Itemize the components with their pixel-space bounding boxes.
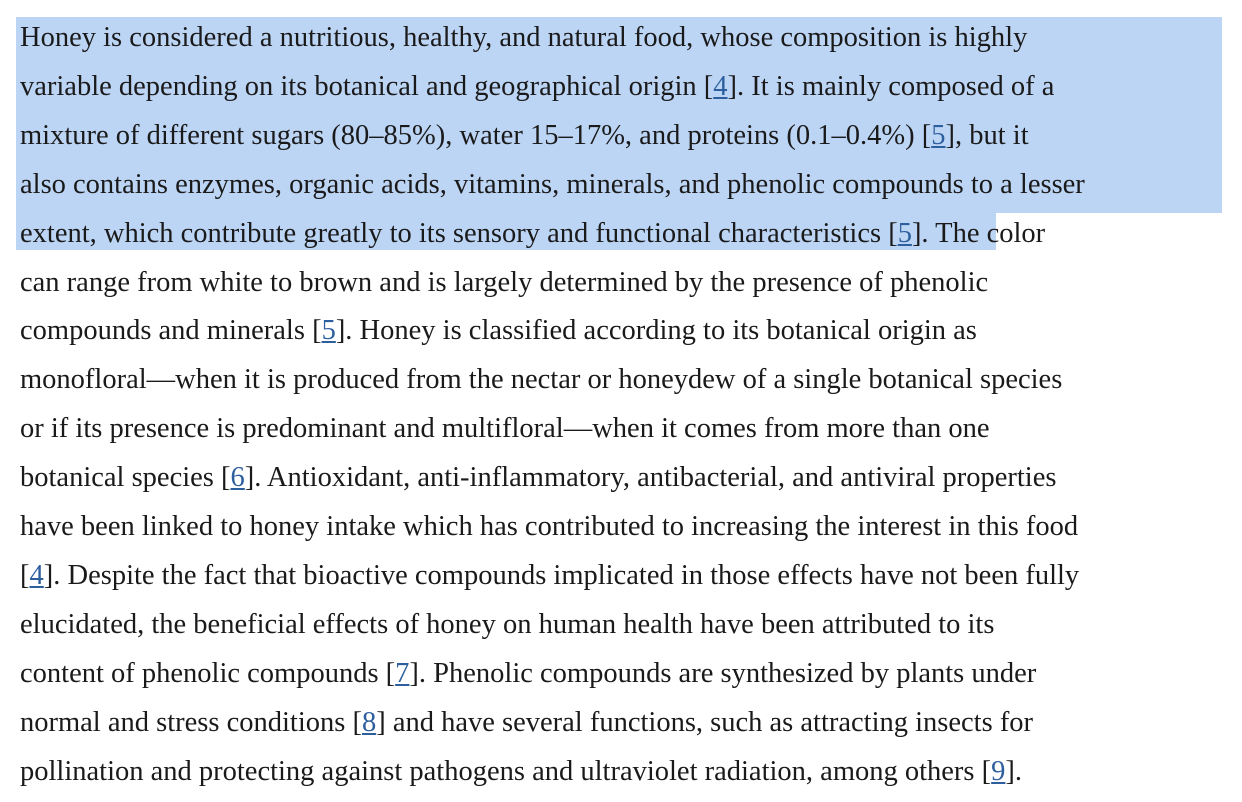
text-line bbox=[20, 557, 1079, 606]
text-segment: ]. bbox=[1005, 755, 1023, 787]
text-segment: ]. Despite the fact that bioactive compounds implicated in those effects have not been fully bbox=[43, 559, 1080, 591]
citation-link[interactable]: 4 bbox=[713, 70, 728, 102]
text-segment: ]. Phenolic compounds are synthesized by plants under bbox=[409, 657, 1037, 689]
text-segment: or if its presence is predominant and multifloral—when it comes from more than one bbox=[20, 413, 990, 445]
text-line bbox=[20, 508, 1078, 557]
citation-link[interactable]: 5 bbox=[321, 315, 336, 347]
text-line bbox=[20, 312, 977, 361]
text-line bbox=[20, 166, 1085, 215]
text-segment: mixture of different sugars (80–85%), water 15–17%, and proteins (0.1–0.4%) [ bbox=[20, 119, 932, 151]
citation-link[interactable]: 5 bbox=[931, 119, 946, 151]
text-segment: ]. The color bbox=[911, 217, 1046, 249]
text-line bbox=[20, 753, 1022, 802]
text-segment: have been linked to honey intake which has contributed to increasing the interest in this food bbox=[20, 511, 1079, 542]
text-segment: extent, which contribute greatly to its sensory and functional characteristics bbox=[20, 217, 882, 249]
text-segment: elucidated, the beneficial effects of honey on human health have been attributed to its bbox=[20, 608, 995, 640]
text-segment: ]. It is mainly composed of a bbox=[727, 70, 1055, 102]
text-segment: variable depending on its botanical and geographical origin [ bbox=[20, 70, 714, 102]
text-segment: Honey is considered a nutritious, healthy, and natural food, whose composition is highly bbox=[20, 22, 1028, 53]
text-segment: normal and stress conditions [ bbox=[20, 706, 362, 738]
text-line bbox=[20, 459, 1056, 508]
text-line bbox=[20, 264, 988, 313]
citation-link[interactable]: 7 bbox=[395, 657, 410, 689]
text-segment: compounds and minerals [ bbox=[20, 315, 322, 347]
text-line bbox=[20, 361, 1062, 410]
text-line bbox=[20, 19, 1027, 68]
text-line bbox=[20, 655, 1036, 704]
text-line bbox=[20, 215, 1045, 264]
text-segment: ]. Antioxidant, anti-inflammatory, antibacterial, and antiviral properties bbox=[244, 462, 1057, 494]
text-segment: can range from white to brown and is largely determined by the presence of phenolic bbox=[20, 266, 989, 298]
citation-link[interactable]: 4 bbox=[29, 559, 44, 591]
text-segment: ] and have several functions, such as attracting insects for bbox=[376, 706, 1034, 738]
text-line bbox=[20, 704, 1033, 753]
text-line bbox=[20, 606, 994, 655]
text-line bbox=[20, 117, 1029, 166]
text-segment: ], but it bbox=[945, 119, 1029, 151]
text-segment: [ bbox=[881, 217, 898, 249]
text-segment: monofloral—when it is produced from the nectar or honeydew of a single botanical species bbox=[20, 364, 1063, 396]
text-segment: ]. Honey is classified according to its botanical origin as bbox=[335, 315, 977, 347]
text-segment: also contains enzymes, organic acids, vitamins, minerals, and phenolic compounds to a lesser bbox=[20, 168, 1085, 200]
text-line bbox=[20, 68, 1054, 117]
text-segment: botanical species [ bbox=[20, 462, 231, 494]
citation-link[interactable]: 8 bbox=[361, 706, 377, 738]
text-segment: [ bbox=[20, 559, 30, 591]
citation-link[interactable]: 6 bbox=[230, 462, 245, 494]
citation-link[interactable]: 9 bbox=[991, 755, 1006, 787]
citation-link[interactable]: 5 bbox=[897, 217, 912, 249]
text-line bbox=[20, 410, 990, 459]
text-segment: pollination and protecting against pathogens and ultraviolet radiation, among others [ bbox=[20, 755, 992, 787]
text-segment: content of phenolic compounds [ bbox=[20, 657, 396, 689]
